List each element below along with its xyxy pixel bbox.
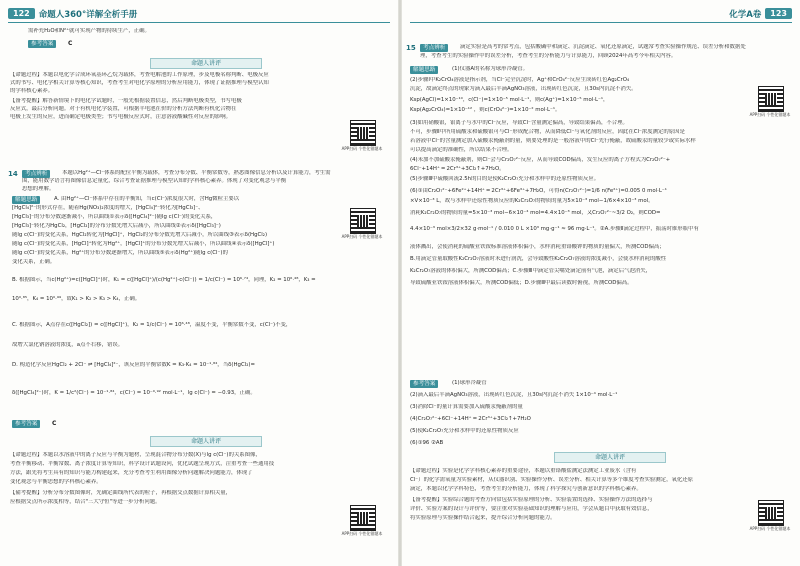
page-number: 123 [765, 8, 792, 19]
solution-line: 随lg c(Cl⁻)的变化关系，[HgCl]⁺转化为Hg²⁺，[HgCl]⁺的分布分数先增大后减小，所以曲线④表示δ([HgCl]⁺) [12, 241, 275, 247]
answer-line: (5)使K₂Cr₂O₇充分和水样中的还原性物质反应 [410, 428, 519, 434]
section-banner: 命题人讲评 [554, 452, 666, 463]
solution-line: K₂Cr₂O₇溶液的体积偏大，所测COD偏高；C.步骤Ⅲ中滴定管尖嘴处滴定前有气泡，滴定后气泡消失， [410, 268, 652, 274]
qr-code-icon[interactable] [350, 120, 376, 146]
answer-label: 参考答案 [28, 40, 56, 48]
solution-line: Ksp(AgCl)=1×10⁻¹⁰，c(Cl⁻)=1×10⁻⁵ mol·L⁻¹，则c(Ag⁺)=1×10⁻⁵ mol·L⁻¹， [410, 97, 609, 103]
solution-line: 液体溅出，会使消耗的硫酸亚铁铵标准溶液体积偏小，水样消耗重铬酸钾的物质的量偏大，所测COD偏高； [410, 244, 665, 250]
solution-line: ×V×10⁻³ L，故与水样中还原性物质反应的K₂Cr₂O₇的物质的量为5×10⁻³ mol−1/6×4×10⁻³ mol。 [410, 198, 654, 204]
right-page [402, 0, 800, 566]
section-banner: 命题人讲评 [150, 58, 262, 69]
solution-line: [HgCl₄]²⁻的形式存在，随着Hg(NO₃)₂浓度的增大，[HgCl₄]²⁻转化为[HgCl₃]⁻、 [12, 205, 204, 211]
commentary-line: 【命题过程】本题以电化学合成环氧基环乙烷为载体，考查电解池的工作原理，步及电极名称判断、电极反应 [10, 72, 269, 78]
commentary-line: 【命题过程】实验是化学学科核心素养的重要途径，本题以重铬酸盐测定法测定工业废水（含有 [410, 468, 637, 474]
solution-line: 沉淀，故滴定终点的现象为滴入最后半滴AgNO₃溶液，出现砖红色沉淀，且30s内沉淀不消失。 [410, 86, 637, 92]
question-number: 15 [406, 44, 416, 52]
commentary-line: 将实验原理与实验操作结合起来，提升综合分析问题的能力。 [410, 515, 556, 521]
solution-line: (5)步骤Ⅲ中硫酸回流2.5h的目的是使K₂Cr₂O₇充分和水样中的还原性物质反应。 [410, 176, 600, 182]
commentary-line: 应根据交点所示浓度相等，结合"三大守恒"等进一步分析问题。 [10, 499, 161, 505]
page-number: 122 [8, 8, 35, 19]
solution-line: (6)①由Cr₂O₇²⁻+6Fe²⁺+14H⁺ ═ 2Cr³⁺+6Fe³⁺+7H₂O，可得n(Cr₂O₇²⁻)=1/6 n(Fe²⁺)=0.005 0 mol·L⁻¹ [410, 188, 667, 194]
solution-line: (1)仪器A的名称为球形冷凝管。 [452, 66, 529, 72]
answer-line: (2)滴入最后半滴AgNO₃溶液，出现砖红色沉淀，且30s内沉淀不消失 1×10⁻⁴ mol·L⁻¹ [410, 392, 618, 398]
header-rule [410, 22, 792, 23]
solution-line: 故增大氯化钠溶液的浓度，a点不右移，错误。 [12, 342, 124, 348]
topic-label: 考点辨析 [22, 170, 50, 178]
answer-value: C [68, 40, 73, 47]
solution-line: B. 根据图示，当c(Hg²⁺)=c([HgCl]⁺)时，K₁ = c([HgCl]⁺)/(c(Hg²⁺)·c(Cl⁻)) = 1/c(Cl⁻) = 10⁶·⁷⁴，同理，K₂ = 10⁶·⁴⁸，K₃ = [12, 277, 316, 283]
solution-line: [HgCl₃]⁻转化为HgCl₂，[HgCl₂]的分布分数先增大后减小，所以曲线②表示δ([HgCl₃]⁻) [12, 223, 221, 229]
solution-line: 随lg c(Cl⁻)的变化关系，HgCl₂转化为[HgCl]⁺，HgCl₂的分布分数先增大后减小，所以曲线③表示δ(HgCl₂) [12, 232, 268, 238]
topic-line: 滴定实验是高考的常考点，包括酸碱中和滴定、沉淀滴定、氧化还原滴定，试题常考查实验操作规范、误差分析和数据处 [460, 44, 746, 50]
solution-line: (2)步骤Ⅰ中K₂CrO₄溶液是指示剂，当Cl⁻完全沉淀时，Ag⁺和CrO₄²⁻反应生成砖红色Ag₂CrO₄ [410, 77, 630, 83]
solution-line: (3)如用硝酸银，银离子与水中的Cl⁻反应，导致Cl⁻含量测定偏高，导致结果偏高，不合理。 [410, 120, 628, 126]
solution-line: 随lg c(Cl⁻)的变化关系，Hg²⁺的分布分数逐渐增大，所以曲线⑤表示δ(Hg²⁺)随lg c(Cl⁻)的 [12, 250, 228, 256]
solution-line: 若溶液中Cl⁻的含量测定加入硫酸汞掩蔽剂的量，则要处理的是一般溶液中的Cl⁻先行掩蔽，故硫酸汞的量较少或实际水样 [410, 138, 696, 144]
qr-code-icon[interactable] [758, 500, 784, 526]
section-banner: 命题人讲评 [150, 436, 262, 447]
solution-label: 解题思路 [12, 196, 40, 204]
solution-line: 消耗K₂Cr₂O₇的物质的量=5×10⁻³ mol−6×10⁻⁴ mol=4.4×10⁻³ mol，又Cr₂O₇²⁻~3/2 O₂，则COD= [410, 210, 661, 216]
topic-line: 本题以Hg²⁺—Cl⁻体系的配位平衡为载体，考查分布分数、平衡常数等，熟悉图像信息分析以及计算能力，考生需 [62, 170, 331, 176]
topic-label: 考点辨析 [420, 44, 448, 52]
answer-label: 参考答案 [12, 420, 40, 428]
header-title: 化学A卷 [729, 9, 762, 20]
topic-line: 围，能用数学语言将图像信息定量化，综合考查证据推理与模型认知的学科核心素养。体现了对变化观念与平衡 [22, 178, 287, 184]
solution-line: [HgCl₃]⁻的分布分数逐渐减小，所以曲线①表示δ([HgCl₄]²⁻)随lg c(Cl⁻)的变化关系， [12, 214, 217, 220]
solution-line: 变化关系，正确。 [12, 259, 56, 265]
left-page [0, 0, 398, 566]
answer-value: C [52, 420, 57, 427]
commentary-line: 变化观念与平衡思想的学科核心素养。 [10, 479, 102, 485]
commentary-line: 【备考提醒】解答新情境下的电化学试题时，一般先根据装置信息，然后判断电极类型，书写电极 [10, 98, 242, 104]
commentary-line: 方法，跟先将考生具有的知识与能力构建起来，充分考查考生利用图像分析问题解决问题能力，体现了 [10, 470, 253, 476]
commentary-line: 考查平衡移动、平衡常数、离子浓度计算等知识，科学设计试题设问，优化试题呈现方式，注重考查一些通用技 [10, 461, 275, 467]
topic-line: 思想的理解。 [22, 186, 55, 192]
header-title: 命题人360°详解全析手册 [38, 9, 138, 20]
solution-label: 解题思路 [410, 66, 438, 74]
qr-caption: APP扫码 个性化错题本 [749, 526, 791, 531]
solution-line: C. 根据图示，A点存在c([HgCl₂]) = c([HgCl]⁺)，K₂ = 1/c(Cl⁻) = 10⁶·⁴⁸，温度不变，平衡常数不变，c(Cl⁻)不变， [12, 322, 292, 328]
qr-code-icon[interactable] [350, 208, 376, 234]
commentary-line: Cl⁻）的化学需氧量为实验素材，从仪器识别、实验操作分析、误差分析、相关计算等多个维度考查实验测定，氧化还原 [410, 477, 694, 483]
commentary-line: 【備考提醒】分析分布分数图像时，先确定曲线所代表的粒子，再根据交点数据计算相关量， [10, 490, 232, 496]
qr-caption: APP扫码 个性化错题本 [749, 112, 791, 117]
commentary-line: 【命题过程】本题以水溶液中的离子反应与平衡为题材，呈现混合物分布分数(X)与lg c(Cl⁻)的关系图像， [10, 452, 261, 458]
solution-line: 4.4×10⁻³ mol×3/2×32 g·mol⁻¹ / 0.010 0 L ×10³ mg·g⁻¹ ≈ 96 mg·L⁻¹。②A.步骤Ⅱ滴定过程中，振荡时锥形瓶中有 [410, 226, 699, 232]
qr-code-icon[interactable] [350, 505, 376, 531]
solution-line: (4)未加不加硫酸汞掩蔽剂，则Cl⁻会与Cr₂O₇²⁻反应，从而导致COD偏高，发生反应的离子方程式为Cr₂O₇²⁻+ [410, 157, 671, 163]
solution-line: 10⁰·⁸⁵，K₄ = 10⁰·⁹⁹，故K₁ > K₂ > K₃ > K₄，正确。 [12, 296, 141, 302]
solution-line: A. 由Hg²⁺—Cl⁻体系中存在的平衡知，当c(Cl⁻)浓度很大时，含Hg微粒主要以 [54, 196, 240, 202]
topic-line: 理，考查考生的实验操作中的误差分析，考查考生的分析能力与计算能力，回顾2024年高考今年相关内容。 [420, 53, 677, 59]
answer-line: (4)Cr₂O₇²⁻+6Cl⁻+14H⁺ ═ 2Cr³⁺+3Cl₂↑+7H₂O [410, 416, 531, 422]
qr-caption: APP扫码 个性化错题本 [341, 531, 383, 536]
solution-line: δ([HgCl₄]²⁻)时，K = 1/c²(Cl⁻) = 10⁻¹·⁸⁴，c(Cl⁻) = 10⁻⁰·⁹² mol·L⁻¹，lg c(Cl⁻) = −0.93，正确。 [12, 390, 256, 396]
solution-line: 可以提高滴定的准确性，所以结果不合理。 [410, 147, 513, 153]
commentary-line: 式的书写、电化学相关计算等核心知识，考查考生对电化学原理的分析应用能力，体现了证据推理与模型认知 [10, 80, 269, 86]
qr-caption: APP扫码 个性化错题本 [341, 234, 383, 239]
solution-line: 不可，步骤Ⅱ中所用硫酸汞和硫酸银可与Cl⁻形成配合物，从而降低Cl⁻与氧化剂的反应，因此在Cl⁻浓度测定的原因是 [410, 129, 685, 135]
question-number: 14 [8, 170, 18, 178]
answer-line: (1)球形冷凝管 [452, 380, 487, 386]
solution-line: D. 构造化学反应HgCl₂ + 2Cl⁻ ⇌ [HgCl₄]²⁻，该反应的平衡常数K = K₃·K₄ = 10⁻¹·⁸⁴，当δ(HgCl₂)= [12, 362, 255, 368]
header-rule [8, 22, 390, 23]
commentary-line: 电极上发生的反应，进而确定电极类型；书写电极反应式时，注意溶液酸碱性对反应的影响。 [10, 114, 232, 120]
solution-line: Ksp(Ag₂CrO₄)=1×10⁻¹² ，则c(CrO₄²⁻)=1×10⁻² mol·L⁻¹。 [410, 107, 561, 113]
answer-line: (3)消除Cl⁻的量计算需要加入硫酸汞掩蔽剂的量 [410, 404, 523, 410]
commentary-line: 的学科核心素养。 [10, 88, 54, 94]
commentary-line: 反应式，最后分析问题。对于有机电化学装置，可根据半电池在价的分析方法判断有机化合物在 [10, 106, 237, 112]
intro-line: 需补充H₂O和N²⁺就可实现产物的持续生产，正确。 [28, 28, 150, 34]
solution-line: B.用滴定管量取酸性K₂Cr₂O₇溶液时未进行润洗，会导致酸性K₂Cr₂O₇溶液的浓度减小，会使水样消耗的酸性 [410, 256, 667, 262]
commentary-line: 滴定，本题以化学学科特色，考查考生的分析能力，体现了科学探究与创新意识的学科核心素养。 [410, 486, 642, 492]
answer-line: (6)①96 ②AB [410, 440, 444, 446]
solution-line: 导致硫酸亚铁铵溶液体积偏大，所测COD偏低；D.步骤Ⅲ中最后读数时俯视，所测COD偏高。 [410, 280, 633, 286]
commentary-line: 评价、实验方案的设计与评价等，要注重对实验基础知识的理解与应用，学会从题目中获取有效信息， [410, 506, 653, 512]
left-header [8, 6, 137, 21]
qr-caption: APP扫码 个性化错题本 [341, 146, 383, 151]
answer-label: 参考答案 [410, 380, 438, 388]
qr-code-icon[interactable] [758, 86, 784, 112]
right-header [725, 6, 792, 21]
commentary-line: 【备考提醒】实验综合题的考查方向常包括实验原理的分析、实验装置的选择、实验操作方法的选择与 [410, 497, 653, 503]
solution-line: 6Cl⁻+14H⁺ ═ 2Cr³⁺+3Cl₂↑+7H₂O。 [410, 166, 505, 172]
